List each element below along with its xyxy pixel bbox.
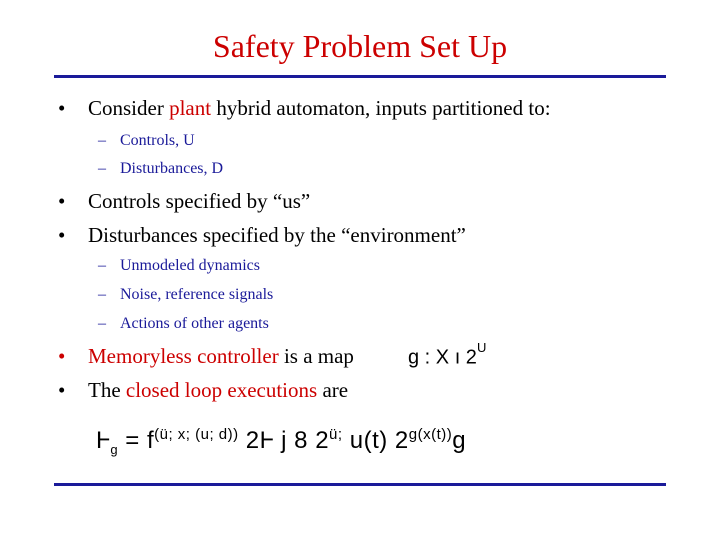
formula-part: = xyxy=(118,427,147,454)
formula-base: g : X ı 2 xyxy=(408,346,477,369)
subitem-controls xyxy=(98,132,195,150)
formula-part: g xyxy=(452,427,467,454)
bullet-5-text-2: closed loop executions xyxy=(125,378,318,402)
formula-part: 2Ⱶ j 8 2 xyxy=(238,427,330,454)
closed-loop-formula xyxy=(96,426,466,457)
subitem-marker: – xyxy=(98,257,106,274)
footer-rule xyxy=(54,483,666,486)
subitem-marker: – xyxy=(98,286,106,303)
bullet-1-text-1: Consider xyxy=(88,96,170,120)
subitem-noise xyxy=(98,286,273,304)
bullet-marker: • xyxy=(58,189,66,213)
bullet-3-text: Disturbances specified by the “environment” xyxy=(88,223,466,247)
subitem-text: Disturbances, D xyxy=(120,160,224,177)
bullet-marker: • xyxy=(58,378,66,402)
bullet-1 xyxy=(58,96,551,121)
formula-part: u(t) 2 xyxy=(342,427,409,454)
formula-part: Ⱶ xyxy=(96,427,111,454)
bullet-2 xyxy=(58,189,310,214)
bullet-5-text-1: The xyxy=(88,378,126,402)
bullet-4-text-2: is a map xyxy=(278,344,354,368)
subitem-text: Actions of other agents xyxy=(120,315,269,332)
bullet-4 xyxy=(58,344,354,369)
subitem-text: Noise, reference signals xyxy=(120,286,274,303)
formula-part: f xyxy=(146,427,155,454)
subitem-marker: – xyxy=(98,132,106,149)
bullet-marker: • xyxy=(58,223,66,247)
subitem-agents xyxy=(98,315,269,333)
bullet-4-text-1: Memoryless controller xyxy=(88,344,279,368)
subitem-unmodeled xyxy=(98,257,260,275)
controller-map-formula xyxy=(408,340,487,370)
bullet-5 xyxy=(58,378,348,403)
bullet-1-text-2: plant xyxy=(169,96,212,120)
bullet-marker: • xyxy=(58,96,66,120)
slide-title: Safety Problem Set Up xyxy=(212,28,508,64)
formula-sub: g xyxy=(110,441,119,457)
formula-sup: ü; xyxy=(329,426,343,443)
formula-sup: (ü; x; (u; d)) xyxy=(154,426,239,443)
bullet-5-text-3: are xyxy=(317,378,349,402)
subitem-text: Controls, U xyxy=(120,132,195,149)
bullet-2-text: Controls specified by “us” xyxy=(88,189,311,213)
title-rule xyxy=(54,75,666,78)
bullet-marker: • xyxy=(58,344,66,368)
bullet-1-text-3: hybrid automaton, inputs partitioned to: xyxy=(211,96,551,120)
subitem-marker: – xyxy=(98,315,106,332)
formula-sup: g(x(t)) xyxy=(408,426,453,443)
bullet-3 xyxy=(58,223,466,248)
subitem-marker: – xyxy=(98,160,106,177)
subitem-disturbances xyxy=(98,160,223,178)
formula-sup: U xyxy=(476,340,487,355)
subitem-text: Unmodeled dynamics xyxy=(120,257,260,274)
